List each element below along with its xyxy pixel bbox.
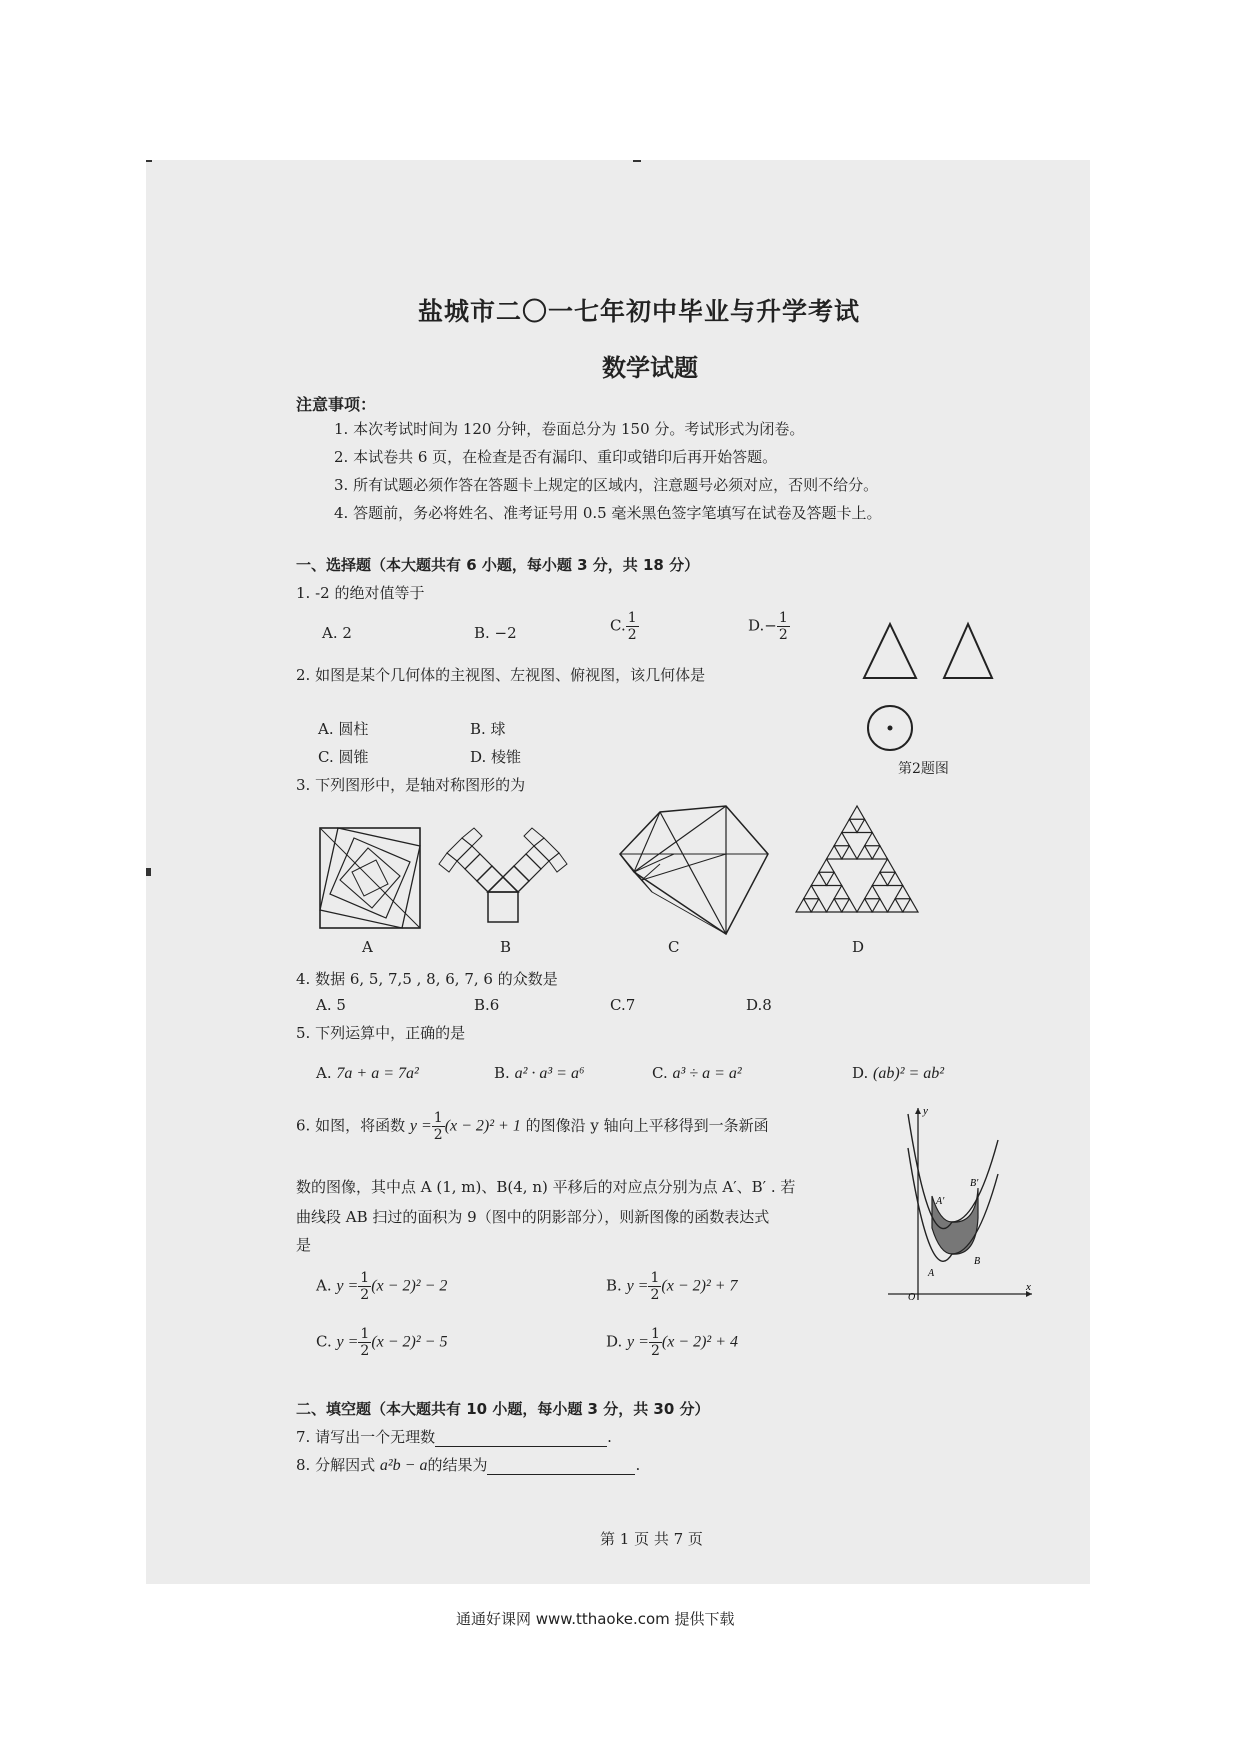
note-item: 1. 本次考试时间为 120 分钟，卷面总分为 150 分。考试形式为闭卷。 [334,420,805,438]
sierpinski-triangle [849,806,864,819]
denominator: 2 [627,627,637,643]
q3-figure-b [436,824,570,934]
fraction [777,610,790,643]
question-7 [296,1426,612,1447]
origin-label: O [908,1292,916,1303]
sierpinski-triangle [834,886,849,899]
sierpinski-triangle [872,899,887,912]
q6-stem-prefix: 6. 如图，将函数 [296,1116,406,1135]
q4-option-d: D.8 [746,996,772,1014]
point-a-label: A [928,1268,935,1279]
q1-option-a: A. 2 [322,624,352,642]
sierpinski-triangle [888,899,903,912]
site-footer: 通通好课网 www.tthaoke.com 提供下载 [456,1610,735,1628]
x-axis-label: x [1026,1281,1031,1293]
side-view-triangle [944,624,992,678]
q3-label-c: C [668,938,680,956]
q6-option-prefix: C. [316,1332,332,1351]
numerator: 1 [360,1270,370,1286]
question-5-stem: 5. 下列运算中，正确的是 [296,1024,466,1042]
numerator: 1 [433,1110,443,1126]
q6-option-prefix: D. [606,1332,623,1351]
q1-option-c-prefix: C. [610,616,626,635]
q5-option-a [316,1064,419,1083]
answer-blank[interactable] [435,1432,607,1447]
numerator: 1 [650,1326,660,1342]
q6-option-lhs: y = [627,1333,649,1351]
sierpinski-triangle [811,899,826,912]
q3-figure-d [794,804,920,916]
q2-option-d: D. 棱锥 [470,748,522,766]
q6-option-rhs: (x − 2)² + 7 [661,1277,738,1295]
q6-option-c [316,1326,447,1359]
q6-option-lhs: y = [336,1333,359,1351]
sierpinski-triangle [842,819,857,832]
numerator: 1 [627,610,637,626]
q5-option-c [652,1064,742,1083]
q2-three-views-figure [860,622,1010,762]
question-3-stem: 3. 下列图形中，是轴对称图形的为 [296,776,526,794]
sierpinski-triangle [842,846,857,859]
sierpinski-triangle [857,846,872,859]
q6-graph [880,1104,1036,1303]
shifted-parabola [908,1114,998,1229]
denominator: 2 [778,627,788,643]
question-6-line2: 数的图像，其中点 A (1, m)、B(4, n) 平移后的对应点分别为点 A′、B′ . 若 [296,1178,796,1196]
denominator: 2 [650,1343,660,1359]
q8-expression: a²b − a [379,1457,428,1474]
denominator: 2 [360,1287,370,1303]
sierpinski-triangle [857,899,872,912]
numerator: 1 [360,1326,370,1342]
exam-subject: 数学试题 [602,354,698,382]
sierpinski-triangle [888,872,903,885]
q4-option-a: A. 5 [316,996,346,1014]
q4-option-c: C.7 [610,996,636,1014]
fraction [358,1326,371,1359]
fraction [649,1326,662,1359]
q5-option-d-expr: (ab)² = ab² [873,1065,945,1082]
point-b-prime-label: B′ [970,1178,979,1189]
sierpinski-triangle [865,886,880,899]
q5-option-a-prefix: A. [316,1064,332,1082]
q3-label-d: D [852,938,865,956]
question-8 [296,1454,640,1475]
q8-stem-suffix: 的结果为 [427,1456,488,1474]
exam-title: 盐城市二〇一七年初中毕业与升学考试 [418,297,861,326]
q6-option-rhs: (x − 2)² − 5 [371,1333,448,1351]
note-item: 2. 本试卷共 6 页，在检查是否有漏印、重印或错印后再开始答题。 [334,448,778,466]
q6-option-b [606,1270,738,1303]
question-6-line3: 曲线段 AB 扫过的面积为 9（图中的阴影部分），则新图像的函数表达式 [296,1208,770,1226]
q1-option-b: B. −2 [474,624,517,642]
question-6-line4: 是 [296,1236,312,1254]
fraction [626,610,639,643]
question-6-stem [296,1110,769,1143]
q5-option-c-expr: a³ ÷ a = a² [672,1065,742,1082]
sierpinski-triangle [903,899,918,912]
sierpinski-triangle [865,833,880,846]
point-b-label: B [974,1256,981,1267]
front-view-triangle [864,624,916,678]
sierpinski-triangle [895,886,910,899]
q7-stem: 7. 请写出一个无理数 [296,1428,436,1446]
question-1-stem: 1. -2 的绝对值等于 [296,584,425,602]
q3-label-b: B [500,938,512,956]
y-axis-label: y [923,1105,928,1117]
section-heading: 二、填空题（本大题共有 10 小题，每小题 3 分，共 30 分） [296,1400,710,1418]
top-view-center-dot [888,726,893,731]
q4-option-b: B.6 [474,996,500,1014]
q5-option-a-expr: 7a + a = 7a² [336,1065,419,1082]
q6-option-a [316,1270,447,1303]
sierpinski-triangle [842,899,857,912]
question-4-stem: 4. 数据 6, 5, 7,5 , 8, 6, 7, 6 的众数是 [296,970,558,988]
scan-mark [146,868,151,876]
question-2-stem: 2. 如图是某个几何体的主视图、左视图、俯视图，该几何体是 [296,666,706,684]
q2-option-b: B. 球 [470,720,506,738]
q6-option-lhs: y = [626,1277,649,1295]
sierpinski-triangle [804,886,819,899]
page-number: 第 1 页 共 7 页 [600,1530,703,1548]
q5-option-b [494,1064,585,1083]
note-item: 3. 所有试题必须作答在答题卡上规定的区域内，注意题号必须对应，否则不给分。 [334,476,879,494]
sierpinski-triangle [880,859,895,872]
sierpinski-triangle [857,819,872,832]
q3-figure-c [602,802,770,938]
q3-label-a: A [362,938,373,956]
denominator: 2 [360,1343,370,1359]
q6-option-rhs: (x − 2)² + 4 [661,1333,739,1351]
note-item: 4. 答题前，务必将姓名、准考证号用 0.5 毫米黑色签字笔填写在试卷及答题卡上。 [334,504,882,522]
q3-figure-a [318,826,424,930]
q8-end: . [635,1456,641,1474]
sierpinski-triangle [872,846,887,859]
point-a-prime-label: A′ [936,1196,945,1207]
numerator: 1 [650,1270,660,1286]
q7-end: . [607,1428,612,1446]
q1-option-d-prefix: D.− [748,616,777,635]
q6-option-prefix: A. [316,1276,332,1295]
q5-option-c-prefix: C. [652,1064,668,1082]
answer-blank[interactable] [487,1460,635,1475]
sierpinski-triangle [872,872,887,885]
q6-option-lhs: y = [336,1277,359,1295]
notes-heading: 注意事项： [296,395,377,414]
q2-caption: 第2题图 [898,761,949,777]
sierpinski-triangle [811,872,826,885]
sierpinski-triangle [796,899,811,912]
sierpinski-triangle [827,872,842,885]
sierpinski-triangle [827,899,842,912]
q2-option-a: A. 圆柱 [318,720,369,738]
section-heading: 一、选择题（本大题共有 6 小题，每小题 3 分，共 18 分） [296,556,700,574]
q6-option-rhs: (x − 2)² − 2 [371,1277,448,1295]
q8-stem-prefix: 8. 分解因式 [296,1456,376,1474]
q1-option-d [748,610,790,643]
sierpinski-triangle [819,859,834,872]
fraction [648,1270,661,1303]
q6-func-lhs: y = [409,1117,432,1135]
denominator: 2 [433,1127,443,1143]
sierpinski-triangle [827,846,842,859]
q5-option-b-expr: a² · a³ = a⁶ [514,1065,585,1082]
sierpinski-triangle [834,833,849,846]
fraction [432,1110,445,1143]
scan-mark [146,160,152,162]
q5-option-d-prefix: D. [852,1064,869,1082]
scan-mark [633,160,641,162]
q6-option-d [606,1326,738,1359]
q5-option-d [852,1064,944,1083]
q2-option-c: C. 圆锥 [318,748,369,766]
q1-option-c [610,610,639,643]
q6-stem-suffix: 的图像沿 y 轴向上平移得到一条新函 [525,1116,769,1135]
q6-option-prefix: B. [606,1276,622,1295]
fraction [358,1270,371,1303]
numerator: 1 [778,610,788,626]
denominator: 2 [650,1287,660,1303]
q6-func-rhs: (x − 2)² + 1 [444,1117,521,1135]
q5-option-b-prefix: B. [494,1064,510,1082]
